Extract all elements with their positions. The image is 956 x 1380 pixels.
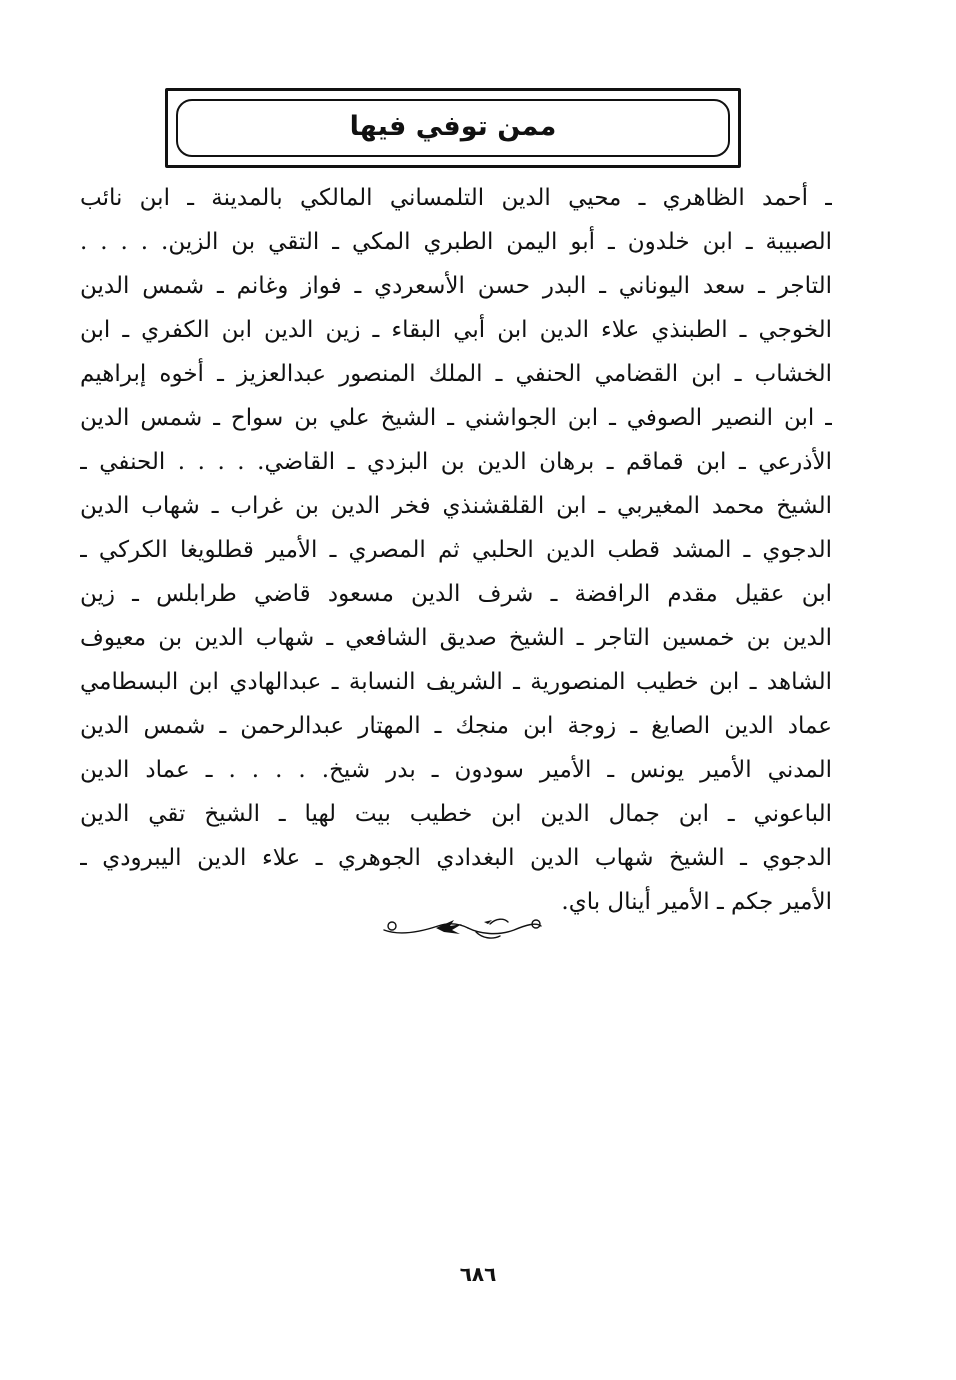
- text-line: الخشاب ـ ابن القضامي الحنفي ـ الملك المنصور عبدالعزيز ـ أخوه إبراهيم: [80, 361, 832, 387]
- body-text: [80, 176, 832, 924]
- text-line: الأذرعي ـ ابن قماقم ـ برهان الدين بن البزدي ـ القاضي. . . . . الحنفي ـ: [80, 449, 832, 475]
- text-line: الأمير جكم ـ الأمير أينال باي.: [561, 889, 832, 915]
- text-line: الشاهد ـ ابن خطيب المنصورية ـ الشريف النسابة ـ عبدالهادي ابن البسطامي: [80, 669, 832, 695]
- text-line: الصبيبة ـ ابن خلدون ـ أبو اليمن الطبري المكي ـ التقي بن الزين. . . . .: [80, 229, 832, 255]
- text-line: الخوجي ـ الطبنذي علاء الدين ابن أبي البقاء ـ زين الدين ابن الكفري ـ ابن: [80, 317, 832, 343]
- text-line: الباعوني ـ ابن جمال الدين ابن خطيب بيت لهيا ـ الشيخ تقي الدين: [80, 801, 832, 827]
- text-line: ابن عقيل مقدم الرافضة ـ شرف الدين مسعود قاضي طرابلس ـ زين: [80, 581, 832, 607]
- section-title: ممن توفي فيها: [349, 110, 557, 142]
- floral-divider-icon: [380, 910, 545, 946]
- text-line: الدين بن خمسين التاجر ـ الشيخ صديق الشافعي ـ شهاب الدين بن معيوف: [80, 625, 832, 651]
- text-line: ـ أحمد الظاهري ـ محيي الدين التلمساني المالكي بالمدينة ـ ابن نائب: [80, 185, 832, 211]
- text-line: التاجر ـ سعد اليوناني ـ البدر حسن الأسعردي ـ فواز وغانم ـ شمس الدين: [80, 273, 832, 299]
- title-inner-frame: [176, 99, 730, 157]
- title-frame: [165, 88, 741, 168]
- text-line: المدني الأمير يونس ـ الأمير سودون ـ بدر شيخ. . . . . ـ عماد الدين: [80, 757, 832, 783]
- text-line: ـ ابن النصير الصوفي ـ ابن الجواشني ـ الشيخ علي بن سواح ـ شمس الدين: [80, 405, 832, 431]
- text-line: عماد الدين الصايغ ـ زوجة ابن منجك ـ المهتار عبدالرحمن ـ شمس الدين: [80, 713, 832, 739]
- text-line: الدجوي ـ المشد قطب الدين الحلبي ثم المصري ـ الأمير قطلويغا الكركي ـ: [80, 537, 832, 563]
- text-line: الشيخ محمد المغيربي ـ ابن القلقشنذي فخر الدين بن غراب ـ شهاب الدين: [80, 493, 832, 519]
- text-line: الدجوي ـ الشيخ شهاب الدين البغدادي الجوهري ـ علاء الدين اليبرودي ـ: [80, 845, 832, 871]
- page-number: ٦٨٦: [459, 1262, 497, 1286]
